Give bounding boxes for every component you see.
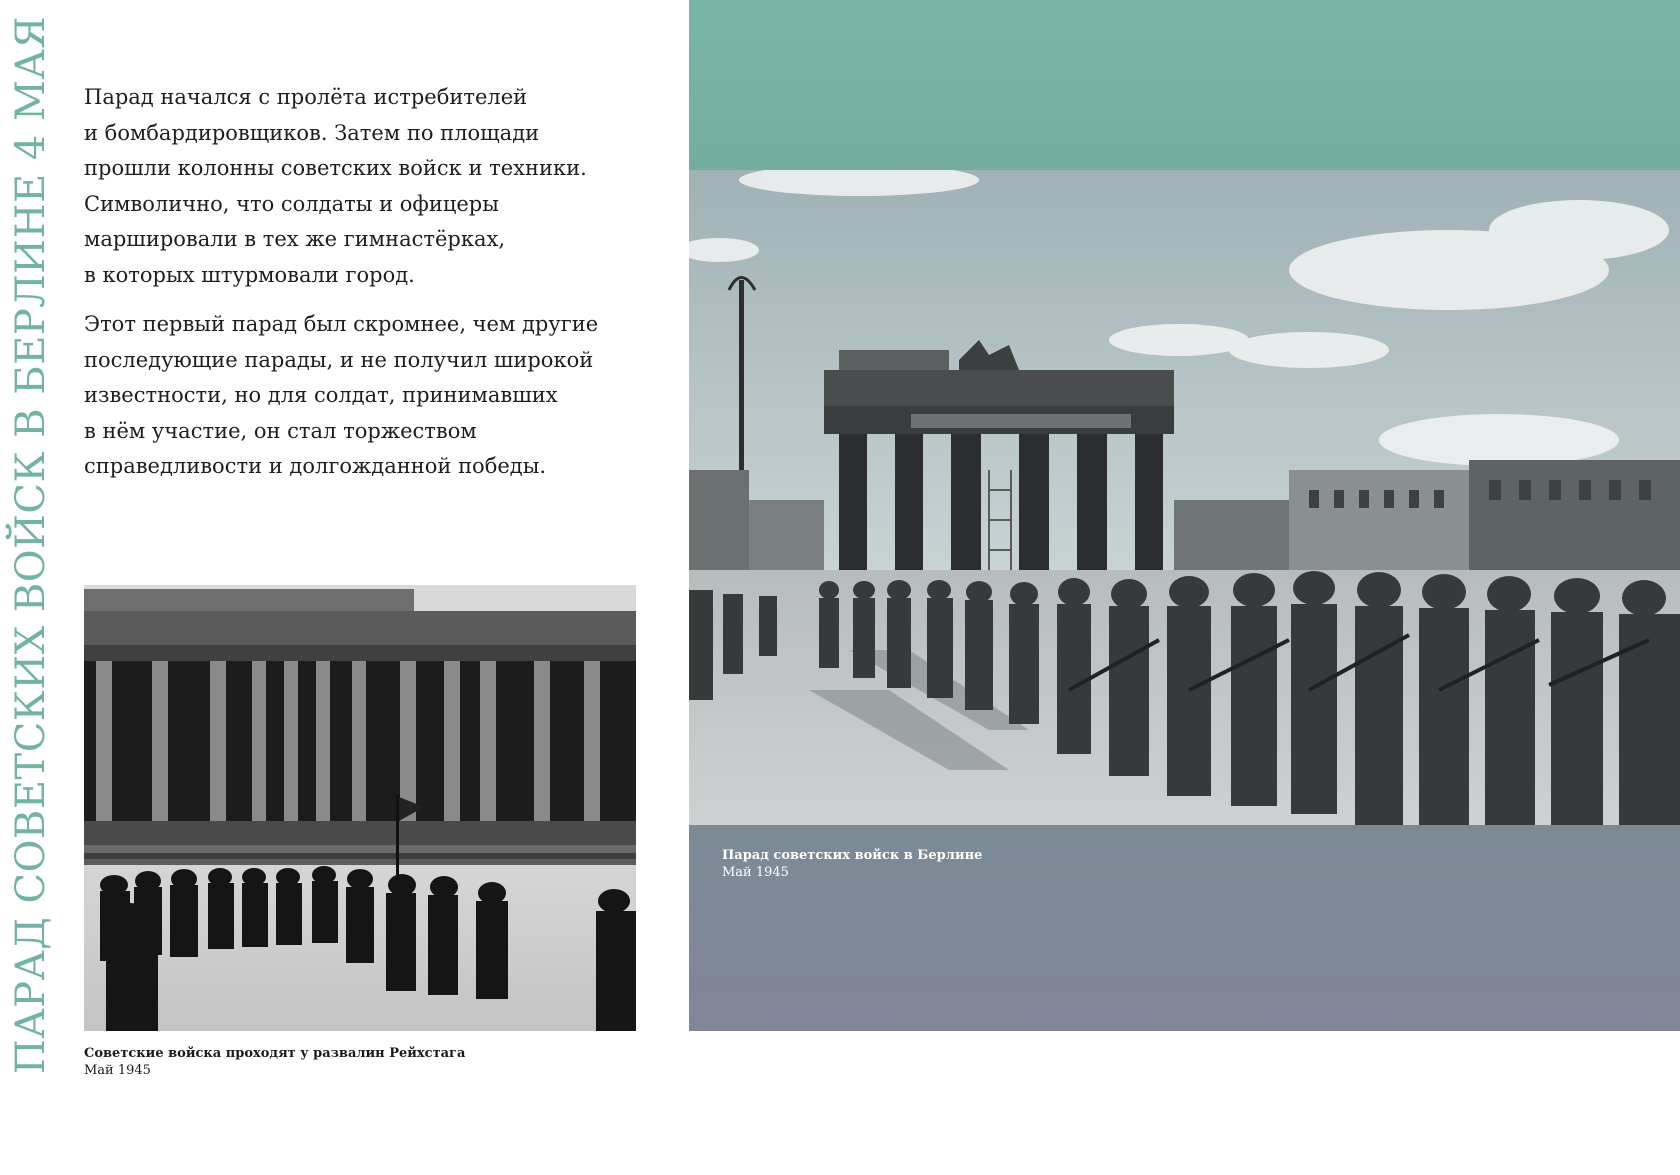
reichstag-ruins-photo <box>84 585 636 1031</box>
left-photo-caption <box>84 1045 465 1079</box>
paragraph-1 <box>84 80 624 293</box>
right-caption-title: Парад советских войск в Берлине <box>722 848 983 863</box>
vertical-title-text: ПАРАД СОВЕТСКИХ ВОЙСК В БЕРЛИНЕ 4 МАЯ <box>8 15 54 1075</box>
vertical-title <box>0 0 62 1075</box>
right-panel <box>689 0 1680 1031</box>
gray-band <box>689 825 1680 1031</box>
text-line: последующие парады, и не получил широкой <box>84 347 594 372</box>
body-text <box>84 80 624 499</box>
text-line: справедливости и долгожданной победы. <box>84 454 547 478</box>
paragraph-2 <box>84 307 624 485</box>
brandenburg-gate-parade-photo <box>689 170 1680 825</box>
text-line: известности, но для солдат, принимавших <box>84 383 558 407</box>
text-line: Этот первый парад был скромнее, чем другие <box>84 312 599 336</box>
text-line: в которых штурмовали город. <box>84 262 415 287</box>
teal-band <box>689 0 1680 170</box>
left-caption-date: Май 1945 <box>84 1063 151 1078</box>
text-line: прошли колонны советских войск и техники. <box>84 156 587 180</box>
text-line: Символично, что солдаты и офицеры <box>84 191 499 216</box>
right-photo-caption <box>722 847 982 881</box>
text-line: и бомбардировщиков. Затем по площади <box>84 120 540 145</box>
text-line: Парад начался с пролёта истребителей <box>84 85 528 109</box>
left-caption-title: Советские войска проходят у развалин Рейхстага <box>84 1046 466 1061</box>
text-line: в нём участие, он стал торжеством <box>84 418 477 443</box>
right-caption-date: Май 1945 <box>722 865 789 880</box>
text-line: маршировали в тех же гимнастёрках, <box>84 227 506 251</box>
